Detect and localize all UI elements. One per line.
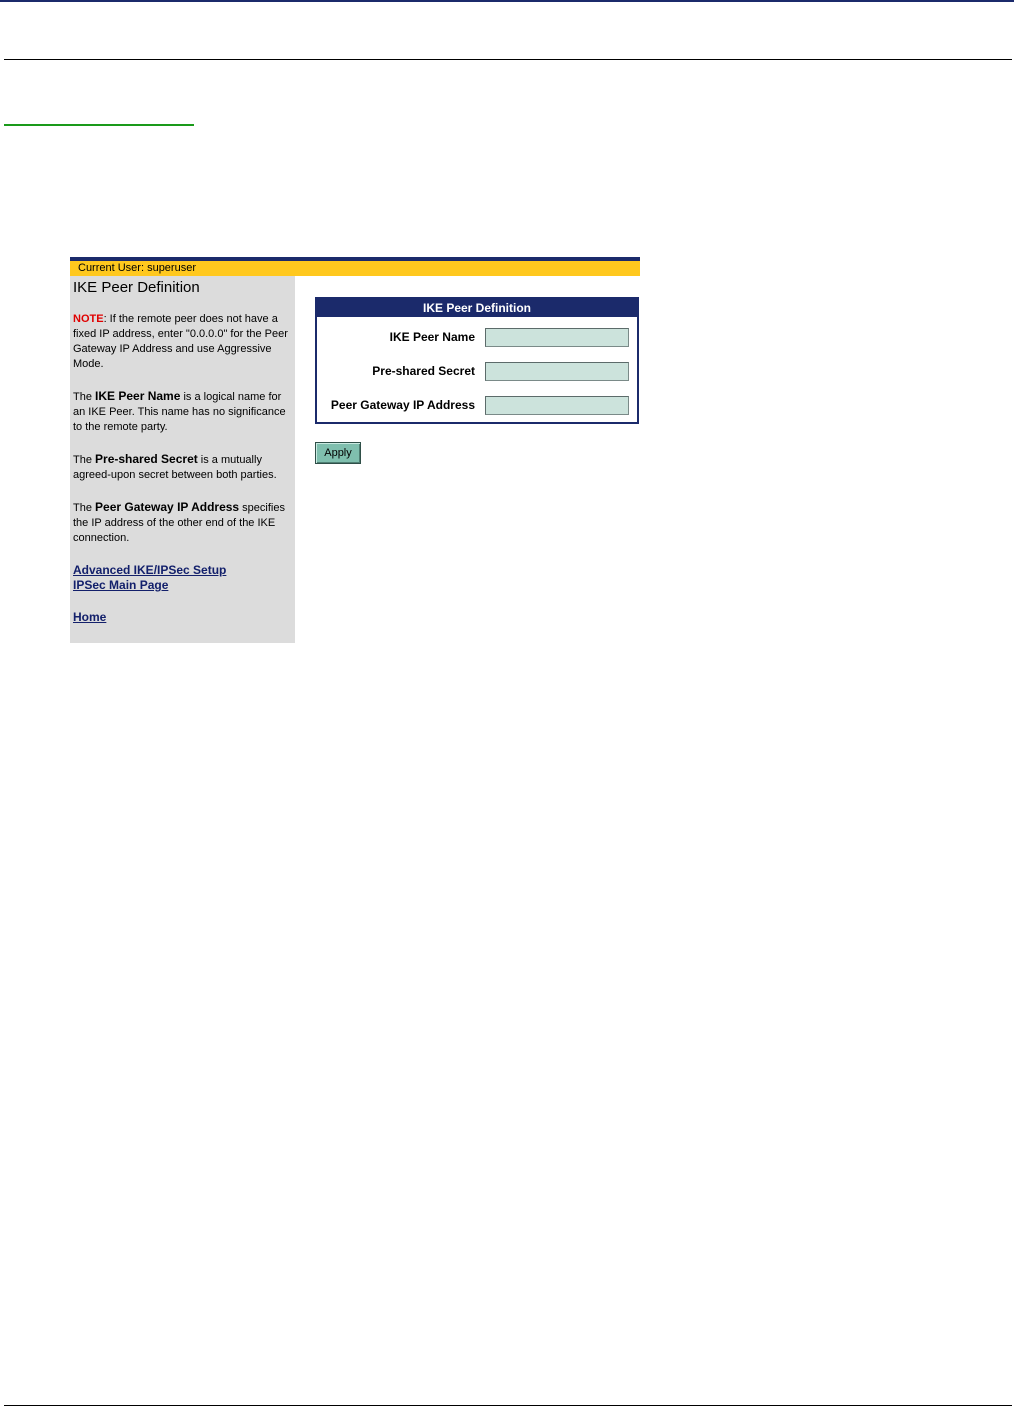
gateway-label: Peer Gateway IP Address — [330, 398, 475, 412]
advanced-ike-ipsec-setup-link[interactable]: Advanced IKE/IPSec Setup — [73, 563, 227, 577]
sidebar-title: IKE Peer Definition — [73, 279, 200, 296]
gateway-help — [73, 500, 292, 546]
peer-name-row — [317, 327, 637, 349]
apply-button[interactable]: Apply — [315, 442, 361, 464]
gateway-row — [317, 395, 637, 417]
spacer — [73, 593, 292, 610]
peer-name-help — [73, 389, 292, 435]
footer-rule — [4, 1405, 1012, 1406]
help-text: The — [73, 502, 96, 514]
help-text: is a mutually agreed-upon secret between both parties. — [73, 454, 277, 481]
help-term: IKE Peer Name — [95, 389, 181, 403]
ike-peer-form — [315, 297, 639, 424]
help-text: specifies the IP address of the other end of the IKE connection. — [73, 502, 285, 544]
peer-name-label: IKE Peer Name — [389, 330, 475, 344]
secret-input[interactable] — [485, 362, 629, 381]
current-user-bar — [70, 261, 640, 276]
ui-screenshot-panel — [70, 257, 640, 643]
note-text: : If the remote peer does not have a fixed IP address, enter "0.0.0.0" for the Peer Gateway IP Address and use Aggressive Mode. — [73, 313, 288, 370]
help-term: Pre-shared Secret — [95, 452, 198, 466]
form-title: IKE Peer Definition — [317, 299, 637, 317]
gateway-ip-input[interactable] — [485, 396, 629, 415]
help-term: Peer Gateway IP Address — [95, 500, 240, 514]
note-paragraph — [73, 312, 292, 372]
current-user-text: Current User: superuser — [78, 262, 196, 274]
peer-name-input[interactable] — [485, 328, 629, 347]
help-text: The — [73, 454, 96, 466]
home-link[interactable]: Home — [73, 610, 107, 624]
secret-row — [317, 361, 637, 383]
help-text: The — [73, 391, 96, 403]
section-rule — [4, 124, 194, 126]
top-rule — [0, 0, 1014, 2]
secret-label: Pre-shared Secret — [372, 364, 475, 378]
secret-help — [73, 452, 292, 483]
header-rule — [4, 59, 1012, 60]
help-sidebar — [70, 276, 295, 643]
ipsec-main-page-link[interactable]: IPSec Main Page — [73, 578, 169, 592]
note-label: NOTE — [73, 313, 104, 325]
help-text: is a logical name for an IKE Peer. This name has no significance to the remote party. — [73, 391, 286, 433]
